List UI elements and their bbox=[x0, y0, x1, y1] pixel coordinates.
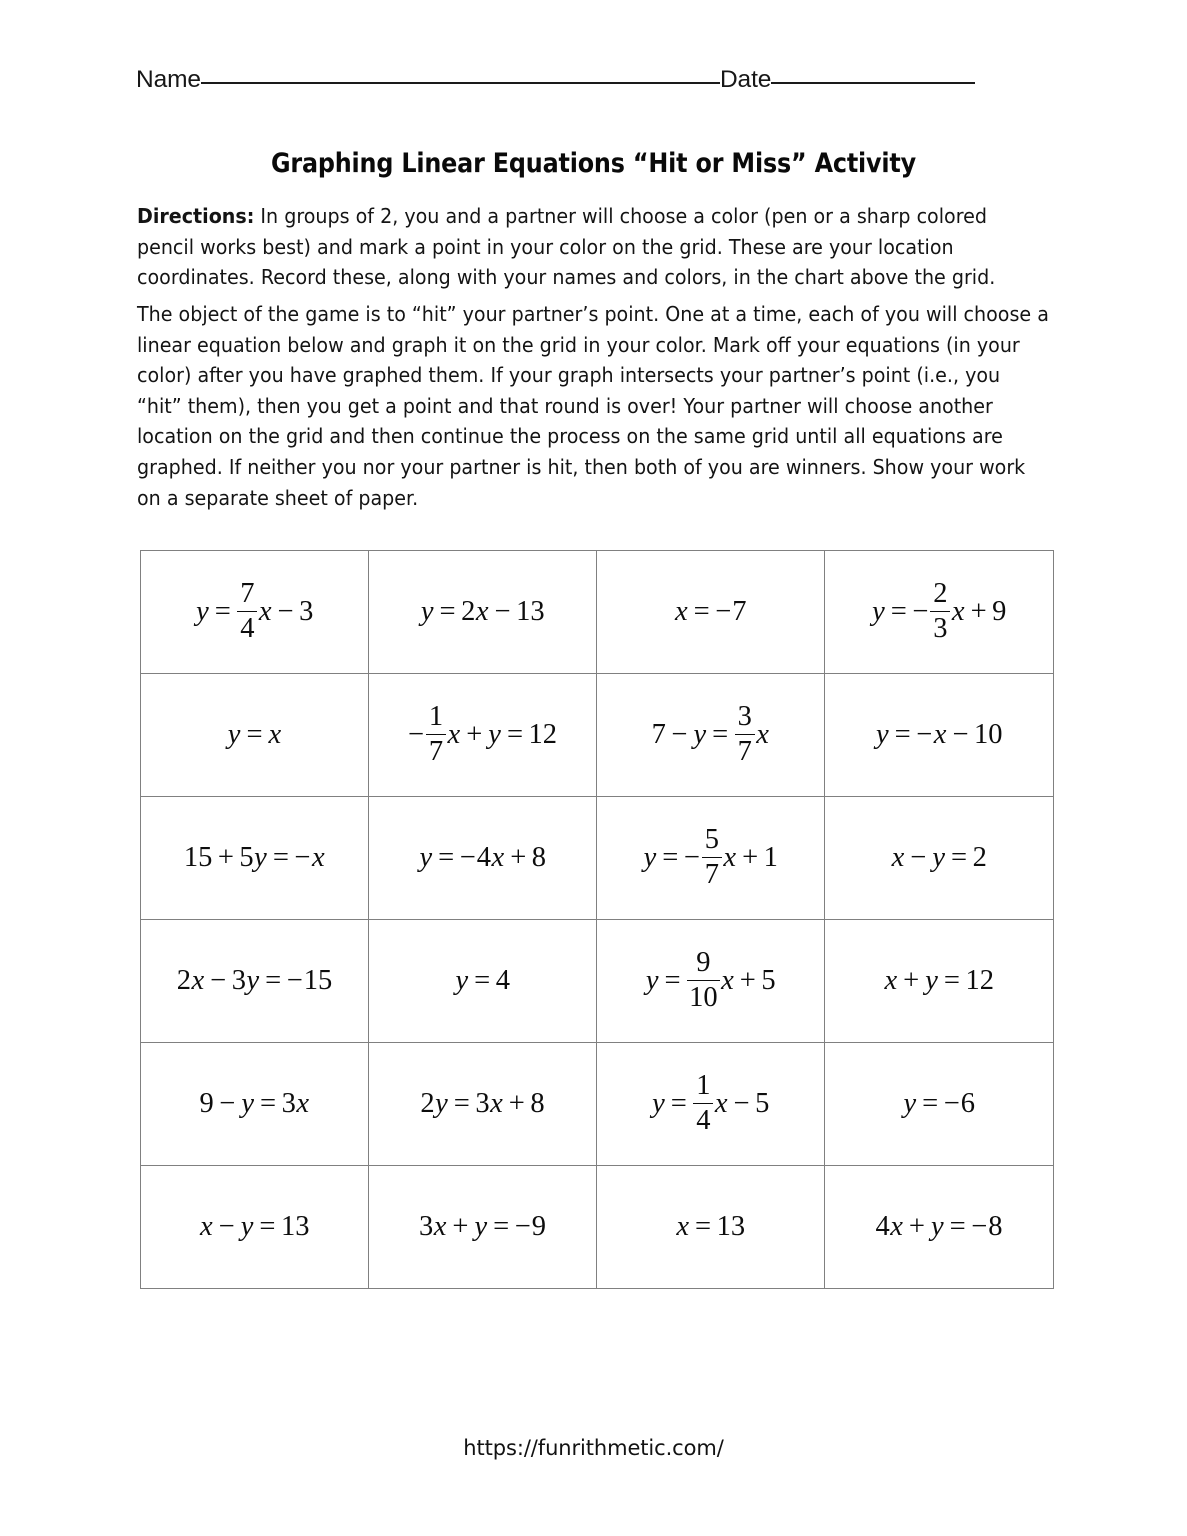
math-operator: − bbox=[494, 595, 511, 627]
math-number: 12 bbox=[965, 964, 994, 996]
fraction-denominator: 10 bbox=[689, 981, 718, 1013]
math-number: 13 bbox=[516, 595, 545, 627]
math-variable: x bbox=[447, 718, 461, 750]
equation-row bbox=[141, 674, 1054, 797]
math-number: 6 bbox=[960, 1087, 976, 1119]
fraction bbox=[930, 579, 950, 645]
equation-cell[interactable] bbox=[825, 1043, 1054, 1166]
equation-expression bbox=[875, 718, 1003, 750]
math-number: 9 bbox=[992, 595, 1007, 627]
math-sign: − bbox=[943, 1087, 960, 1119]
fraction bbox=[735, 702, 755, 768]
math-operator: − bbox=[210, 964, 227, 996]
name-date-header bbox=[136, 66, 1048, 100]
equation-expression bbox=[420, 1087, 545, 1119]
math-number: 7 bbox=[732, 595, 747, 627]
math-number: 10 bbox=[974, 718, 1003, 750]
fraction-numerator: 1 bbox=[428, 700, 444, 732]
equation-cell[interactable] bbox=[825, 1166, 1054, 1289]
math-operator: + bbox=[742, 841, 759, 873]
math-operator: + bbox=[452, 1210, 469, 1242]
fraction bbox=[702, 825, 722, 891]
math-number: 3 bbox=[281, 1087, 296, 1119]
math-variable: x bbox=[674, 595, 688, 627]
math-number: 15 bbox=[183, 841, 213, 873]
equation-expression bbox=[643, 825, 778, 891]
math-number: 3 bbox=[231, 964, 246, 996]
math-number: 4 bbox=[476, 841, 492, 873]
math-operator: = bbox=[670, 1087, 687, 1119]
math-operator: = bbox=[265, 964, 282, 996]
math-variable: x bbox=[756, 718, 769, 750]
equation-expression bbox=[196, 579, 314, 645]
fraction bbox=[237, 579, 257, 645]
equation-expression bbox=[674, 595, 747, 627]
equation-cell[interactable] bbox=[597, 1043, 825, 1166]
equation-cell[interactable] bbox=[825, 551, 1054, 674]
math-operator: + bbox=[908, 1210, 925, 1242]
math-variable: y bbox=[872, 595, 885, 627]
directions-text-1: In groups of 2, you and a partner will choose a color (pen or a sharp colored pencil works best) and mark a point in your color on the grid. These are your location coordinates. Record these, along with your names and colors, in the chart above the grid. bbox=[137, 204, 996, 290]
equation-cell[interactable] bbox=[141, 797, 369, 920]
equation-cell[interactable] bbox=[825, 797, 1054, 920]
math-variable: y bbox=[474, 1210, 488, 1242]
equation-cell[interactable] bbox=[369, 1043, 597, 1166]
math-variable: y bbox=[488, 718, 501, 750]
math-number: 4 bbox=[495, 964, 510, 996]
equation-cell[interactable] bbox=[369, 551, 597, 674]
math-variable: x bbox=[890, 1210, 903, 1242]
fraction-denominator: 7 bbox=[704, 858, 720, 890]
equation-expression bbox=[652, 702, 770, 768]
equation-cell[interactable] bbox=[141, 920, 369, 1043]
math-operator: − bbox=[218, 1210, 235, 1242]
math-number: 13 bbox=[280, 1210, 310, 1242]
math-number: 5 bbox=[761, 964, 776, 996]
fraction-numerator: 7 bbox=[240, 577, 255, 609]
math-number: 5 bbox=[239, 841, 254, 873]
math-sign: − bbox=[715, 595, 732, 627]
math-operator: = bbox=[438, 841, 455, 873]
equation-expression bbox=[903, 1087, 976, 1119]
directions-paragraph-2: The object of the game is to “hit” your partner’s point. One at a time, each of you will choose a linear equation below and graph it on the grid in your color. Mark off your equations (in your color) after you have graphed them. If your graph intersects your partner’s point (i.e., you “hit” them), then you get a point and that round is over! Your partner will choose another location on the grid and then continue the process on the same grid until all equations are graphed. If neither you nor your partner is hit, then both of you are winners. Show your work on a separate sheet of paper. bbox=[137, 302, 1049, 510]
fraction-numerator: 1 bbox=[696, 1069, 711, 1101]
math-variable: y bbox=[419, 841, 433, 873]
equation-cell[interactable] bbox=[597, 920, 825, 1043]
equation-cell[interactable] bbox=[141, 1043, 369, 1166]
equation-cell[interactable] bbox=[825, 674, 1054, 797]
math-operator: − bbox=[733, 1087, 750, 1119]
math-operator: − bbox=[671, 718, 688, 750]
fraction bbox=[687, 948, 720, 1014]
math-operator: + bbox=[510, 841, 527, 873]
equation-expression bbox=[676, 1210, 746, 1242]
math-number: 7 bbox=[651, 718, 666, 750]
math-variable: y bbox=[455, 964, 469, 996]
math-operator: = bbox=[662, 841, 679, 873]
math-variable: x bbox=[714, 1087, 728, 1119]
math-number: 3 bbox=[299, 595, 314, 627]
math-operator: − bbox=[952, 718, 969, 750]
page-title: Graphing Linear Equations “Hit or Miss” Activity bbox=[270, 148, 917, 179]
math-variable: y bbox=[643, 841, 657, 873]
fraction-denominator: 7 bbox=[428, 735, 444, 767]
equation-expression bbox=[200, 1210, 310, 1242]
math-number: 9 bbox=[531, 1210, 547, 1242]
math-variable: x bbox=[200, 1210, 213, 1242]
math-variable: y bbox=[645, 964, 659, 996]
math-variable: x bbox=[951, 595, 965, 627]
fraction-denominator: 4 bbox=[696, 1104, 711, 1136]
equation-cell[interactable] bbox=[369, 920, 597, 1043]
math-operator: = bbox=[949, 1210, 966, 1242]
math-operator: = bbox=[474, 964, 491, 996]
math-variable: y bbox=[241, 1087, 254, 1119]
fraction-denominator: 4 bbox=[240, 612, 255, 644]
equation-row bbox=[141, 1043, 1054, 1166]
equation-expression bbox=[418, 1210, 547, 1242]
math-variable: x bbox=[191, 964, 205, 996]
fraction bbox=[693, 1071, 713, 1137]
math-operator: = bbox=[951, 841, 968, 873]
math-operator: + bbox=[903, 964, 920, 996]
math-operator: + bbox=[970, 595, 987, 627]
equation-expression bbox=[891, 841, 987, 873]
equation-cell[interactable] bbox=[597, 674, 825, 797]
math-variable: y bbox=[435, 1087, 448, 1119]
math-variable: y bbox=[925, 964, 938, 996]
math-variable: x bbox=[475, 595, 489, 627]
math-operator: = bbox=[439, 595, 456, 627]
math-variable: y bbox=[240, 1210, 254, 1242]
math-variable: x bbox=[258, 595, 272, 627]
math-variable: y bbox=[420, 595, 434, 627]
math-sign: − bbox=[407, 718, 425, 750]
equation-row bbox=[141, 1166, 1054, 1289]
math-variable: y bbox=[693, 718, 707, 750]
math-operator: = bbox=[695, 1210, 712, 1242]
equation-cell[interactable] bbox=[597, 797, 825, 920]
math-sign: − bbox=[286, 964, 303, 996]
math-variable: y bbox=[652, 1087, 665, 1119]
math-operator: = bbox=[214, 595, 231, 627]
fraction-numerator: 5 bbox=[704, 823, 720, 855]
equations-table-body bbox=[141, 551, 1054, 1289]
equation-cell[interactable] bbox=[141, 674, 369, 797]
equation-expression bbox=[420, 595, 545, 627]
math-number: 2 bbox=[420, 1087, 435, 1119]
math-variable: y bbox=[875, 718, 889, 750]
math-variable: x bbox=[723, 841, 737, 873]
name-write-in-line[interactable] bbox=[201, 81, 720, 84]
equation-expression bbox=[872, 579, 1007, 645]
math-number: 5 bbox=[755, 1087, 770, 1119]
equation-row bbox=[141, 551, 1054, 674]
equation-expression bbox=[176, 964, 333, 996]
fraction-numerator: 2 bbox=[933, 577, 948, 609]
math-number: 2 bbox=[461, 595, 476, 627]
math-number: 15 bbox=[303, 964, 333, 996]
fraction-numerator: 9 bbox=[696, 946, 711, 978]
math-sign: − bbox=[459, 841, 476, 873]
math-number: 2 bbox=[176, 964, 191, 996]
math-variable: x bbox=[311, 841, 325, 873]
math-number: 3 bbox=[475, 1087, 490, 1119]
math-operator: − bbox=[219, 1087, 236, 1119]
math-variable: x bbox=[491, 841, 505, 873]
fraction-denominator: 7 bbox=[737, 735, 752, 767]
equation-cell[interactable] bbox=[369, 1166, 597, 1289]
math-sign: − bbox=[683, 841, 700, 873]
math-variable: y bbox=[246, 964, 260, 996]
math-variable: y bbox=[932, 841, 946, 873]
math-variable: y bbox=[227, 718, 241, 750]
math-number: 4 bbox=[875, 1210, 890, 1242]
math-variable: x bbox=[721, 964, 734, 996]
math-sign: − bbox=[294, 841, 311, 873]
equation-expression bbox=[884, 964, 994, 996]
math-operator: = bbox=[260, 1087, 277, 1119]
directions-label: Directions: bbox=[137, 204, 255, 228]
math-operator: = bbox=[506, 718, 524, 750]
equation-expression bbox=[652, 1071, 770, 1137]
math-variable: y bbox=[254, 841, 267, 873]
fraction bbox=[426, 702, 446, 768]
math-operator: = bbox=[259, 1210, 276, 1242]
fraction-numerator: 3 bbox=[737, 700, 752, 732]
date-write-in-line[interactable] bbox=[771, 81, 975, 84]
equation-expression bbox=[408, 702, 557, 768]
math-number: 9 bbox=[199, 1087, 214, 1119]
equation-expression bbox=[875, 1210, 1003, 1242]
equation-cell[interactable] bbox=[141, 1166, 369, 1289]
math-sign: − bbox=[916, 718, 933, 750]
math-variable: x bbox=[884, 964, 898, 996]
math-operator: = bbox=[712, 718, 729, 750]
math-variable: x bbox=[676, 1210, 690, 1242]
math-sign: − bbox=[514, 1210, 531, 1242]
equation-cell[interactable] bbox=[369, 797, 597, 920]
math-operator: = bbox=[922, 1087, 939, 1119]
math-sign: − bbox=[912, 595, 929, 627]
equation-expression bbox=[455, 964, 510, 996]
math-number: 8 bbox=[988, 1210, 1003, 1242]
equation-expression bbox=[199, 1087, 310, 1119]
math-number: 13 bbox=[716, 1210, 746, 1242]
math-variable: x bbox=[933, 718, 947, 750]
math-number: 8 bbox=[530, 1087, 545, 1119]
footer-url: https://funrithmetic.com/ bbox=[463, 1436, 724, 1460]
math-operator: + bbox=[739, 964, 756, 996]
math-number: 8 bbox=[531, 841, 547, 873]
math-sign: − bbox=[971, 1210, 988, 1242]
math-operator: = bbox=[272, 841, 289, 873]
math-operator: + bbox=[508, 1087, 525, 1119]
math-operator: = bbox=[246, 718, 263, 750]
math-operator: = bbox=[664, 964, 681, 996]
math-number: 2 bbox=[972, 841, 987, 873]
equation-cell[interactable] bbox=[141, 551, 369, 674]
math-variable: x bbox=[490, 1087, 503, 1119]
math-operator: + bbox=[466, 718, 483, 750]
math-variable: y bbox=[930, 1210, 944, 1242]
equation-cell[interactable] bbox=[597, 1166, 825, 1289]
equation-row bbox=[141, 797, 1054, 920]
equation-cell[interactable] bbox=[369, 674, 597, 797]
fraction-denominator: 3 bbox=[933, 612, 948, 644]
math-operator: − bbox=[910, 841, 927, 873]
math-operator: = bbox=[894, 718, 911, 750]
math-variable: y bbox=[903, 1087, 917, 1119]
equation-expression bbox=[183, 841, 325, 873]
math-variable: x bbox=[296, 1087, 309, 1119]
math-operator: = bbox=[453, 1087, 470, 1119]
equation-expression bbox=[419, 841, 547, 873]
equation-expression bbox=[645, 948, 775, 1014]
math-operator: − bbox=[277, 595, 294, 627]
math-number: 12 bbox=[528, 718, 558, 750]
equation-row bbox=[141, 920, 1054, 1043]
math-operator: = bbox=[943, 964, 960, 996]
equations-table bbox=[140, 550, 1054, 1289]
math-number: 1 bbox=[763, 841, 778, 873]
date-label: Date bbox=[719, 66, 772, 93]
equation-cell[interactable] bbox=[825, 920, 1054, 1043]
math-number: 3 bbox=[418, 1210, 434, 1242]
equation-cell[interactable] bbox=[597, 551, 825, 674]
math-operator: = bbox=[693, 595, 710, 627]
equation-expression bbox=[227, 718, 282, 750]
name-label: Name bbox=[136, 66, 201, 93]
math-operator: + bbox=[217, 841, 234, 873]
math-variable: x bbox=[891, 841, 905, 873]
math-operator: = bbox=[493, 1210, 510, 1242]
math-variable: x bbox=[433, 1210, 447, 1242]
math-operator: = bbox=[890, 595, 907, 627]
math-variable: y bbox=[196, 595, 209, 627]
directions-paragraph-1 bbox=[137, 201, 1049, 293]
math-variable: x bbox=[268, 718, 282, 750]
